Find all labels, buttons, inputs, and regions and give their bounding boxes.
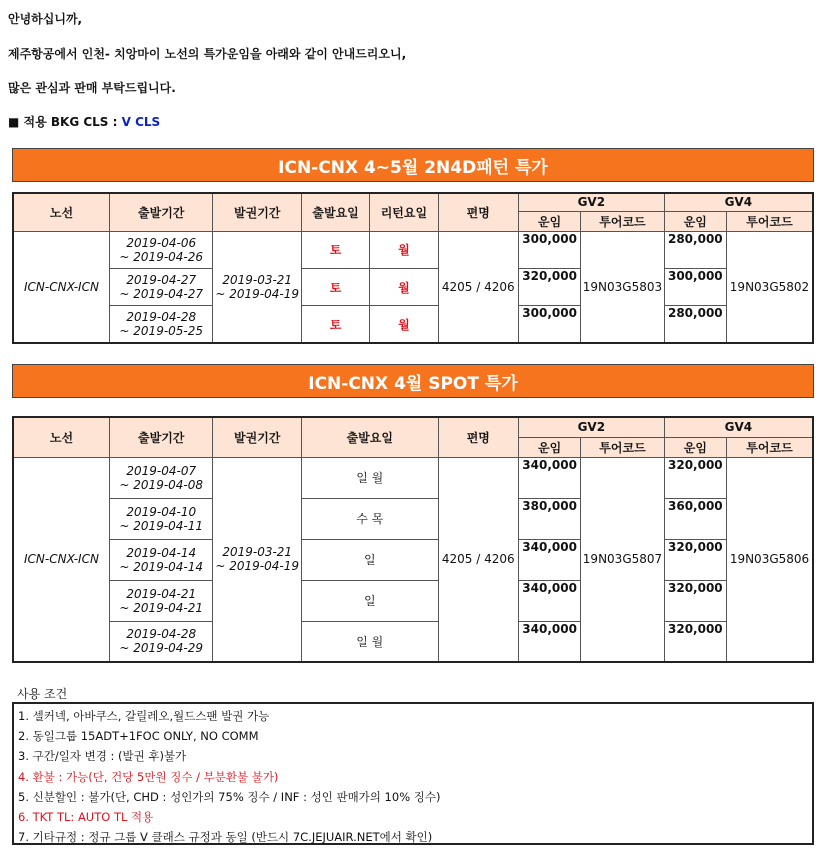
depart-period-cell: 2019-04-10 ~ 2019-04-11 [109,498,213,539]
header-depart-period: 출발기간 [109,417,213,457]
return-day-cell: 월 [370,268,438,305]
request-text: 많은 관심과 판매 부탁드립니다. [8,81,176,95]
gv2-fare-cell: 340,000 [518,457,580,498]
gv2-fare-cell: 320,000 [518,268,580,305]
table-row [13,498,813,539]
return-day-cell: 월 [370,231,438,268]
flight-cell: 4205 / 4206 [438,231,518,343]
header-gv2: GV2 [518,417,664,437]
header-gv4-fare: 운임 [664,211,726,231]
issue-period-cell: 2019-03-21 ~ 2019-04-19 [213,231,301,343]
depart-period-cell: 2019-04-21 ~ 2019-04-21 [109,580,213,621]
header-issue-period: 발권기간 [213,193,301,231]
gv4-tour-code-cell: 19N03G5806 [726,457,813,662]
fare-table-spot [12,416,814,663]
return-day-cell: 월 [370,306,438,343]
table-row [13,306,813,343]
bkg-class-value: V CLS [121,115,161,129]
header-route: 노선 [13,193,109,231]
header-gv4-tour-code: 투어코드 [726,211,813,231]
header-gv4-tour-code: 투어코드 [726,437,813,457]
depart-period-cell: 2019-04-28 ~ 2019-04-29 [109,621,213,662]
depart-period-cell: 2019-04-06 ~ 2019-04-26 [109,231,213,268]
header-gv2-fare: 운임 [518,211,580,231]
greeting-text: 안녕하십니까, [8,12,83,26]
route-cell: ICN-CNX-ICN [13,457,109,662]
condition-item: 1. 셀커넥, 아바쿠스, 갈릴레오,월드스팬 발권 가능 [18,709,270,723]
gv4-fare-cell: 280,000 [664,231,726,268]
gv4-fare-cell: 320,000 [664,539,726,580]
depart-period-cell: 2019-04-28 ~ 2019-05-25 [109,306,213,343]
depart-day-cell: 일 월 [301,457,438,498]
condition-item: 6. TKT TL: AUTO TL 적용 [18,809,154,824]
depart-day-cell: 토 [301,306,369,343]
depart-day-cell: 일 [301,580,438,621]
gv4-fare-cell: 280,000 [664,306,726,343]
header-gv4-fare: 운임 [664,437,726,457]
table-row [13,580,813,621]
depart-day-cell: 수 목 [301,498,438,539]
bkg-class-line [8,113,160,130]
announcement-text: 제주항공에서 인천- 치앙마이 노선의 특가운임을 아래와 같이 안내드리오니, [8,47,407,61]
header-gv2-tour-code: 투어코드 [581,437,664,457]
condition-item: 7. 기타규정 : 정규 그룹 V 클래스 규정과 동일 (반드시 7C.JEJUAIR.NET에서 확인) [18,830,433,845]
header-gv2-tour-code: 투어코드 [581,211,664,231]
issue-period-cell: 2019-03-21 ~ 2019-04-19 [213,457,301,662]
gv4-tour-code-cell: 19N03G5802 [726,231,813,343]
depart-day-cell: 토 [301,231,369,268]
conditions-title: 사용 조건 [17,687,68,701]
header-gv4: GV4 [664,417,813,437]
header-return-day: 리턴요일 [370,193,438,231]
gv2-fare-cell: 340,000 [518,621,580,662]
table2-title-banner: ICN-CNX 4월 SPOT 특가 [12,364,814,398]
gv2-fare-cell: 300,000 [518,306,580,343]
depart-period-cell: 2019-04-14 ~ 2019-04-14 [109,539,213,580]
depart-day-cell: 일 월 [301,621,438,662]
header-depart-period: 출발기간 [109,193,213,231]
gv2-tour-code-cell: 19N03G5803 [581,231,664,343]
depart-period-cell: 2019-04-07 ~ 2019-04-08 [109,457,213,498]
gv2-tour-code-cell: 19N03G5807 [581,457,664,662]
flight-cell: 4205 / 4206 [438,457,518,662]
gv2-fare-cell: 340,000 [518,539,580,580]
table1-title-banner: ICN-CNX 4~5월 2N4D패턴 특가 [12,148,814,182]
gv2-fare-cell: 340,000 [518,580,580,621]
header-depart-day: 출발요일 [301,417,438,457]
header-gv2-fare: 운임 [518,437,580,457]
route-cell: ICN-CNX-ICN [13,231,109,343]
gv4-fare-cell: 360,000 [664,498,726,539]
gv4-fare-cell: 320,000 [664,580,726,621]
header-gv4: GV4 [664,193,813,211]
table-row [13,231,813,268]
gv2-fare-cell: 300,000 [518,231,580,268]
gv4-fare-cell: 300,000 [664,268,726,305]
header-depart-day: 출발요일 [301,193,369,231]
condition-item: 2. 동일그룹 15ADT+1FOC ONLY, NO COMM [18,729,259,744]
condition-item: 4. 환불 : 가능(단, 건당 5만원 징수 / 부분환불 불가) [18,769,279,784]
table-row [13,268,813,305]
gv4-fare-cell: 320,000 [664,457,726,498]
table-row [13,621,813,662]
bkg-class-label: ■ 적용 BKG CLS : [8,115,122,129]
table-row [13,457,813,498]
header-issue-period: 발권기간 [213,417,301,457]
table-row [13,539,813,580]
condition-item: 3. 구간/일자 변경 : (발권 후)불가 [18,749,187,764]
header-gv2: GV2 [518,193,664,211]
header-flight: 편명 [438,417,518,457]
header-flight: 편명 [438,193,518,231]
depart-day-cell: 토 [301,268,369,305]
gv2-fare-cell: 380,000 [518,498,580,539]
fare-table-2n4d [12,192,814,344]
gv4-fare-cell: 320,000 [664,621,726,662]
depart-period-cell: 2019-04-27 ~ 2019-04-27 [109,268,213,305]
conditions-box [12,702,814,845]
condition-item: 5. 신분할인 : 불가(단, CHD : 성인가의 75% 징수 / INF : 성인 판매가의 10% 징수) [18,789,441,804]
depart-day-cell: 일 [301,539,438,580]
header-route: 노선 [13,417,109,457]
